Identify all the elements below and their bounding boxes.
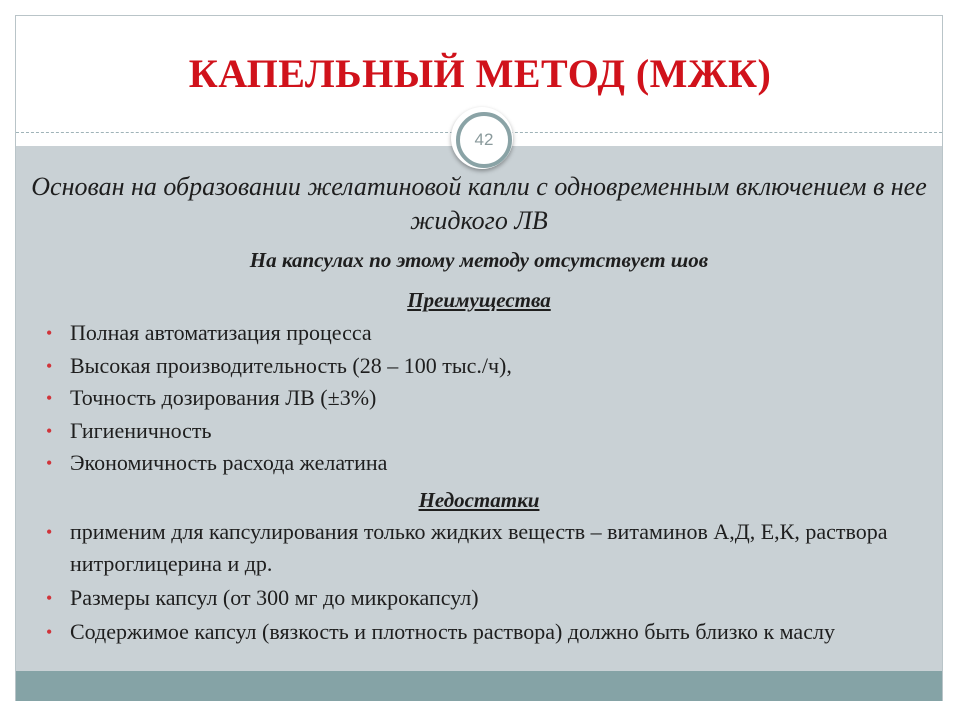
list-item-text: Гигиеничность bbox=[70, 417, 212, 443]
list-item bbox=[44, 447, 924, 480]
page-number-badge bbox=[451, 107, 513, 169]
list-item-text: Точность дозирования ЛВ (±3%) bbox=[70, 385, 377, 410]
bullet-icon: • bbox=[46, 355, 53, 376]
disadvantages-heading: Недостатки bbox=[418, 488, 540, 512]
list-item bbox=[44, 350, 924, 383]
list-item bbox=[44, 317, 924, 350]
list-item-text: Полная автоматизация процесса bbox=[70, 320, 372, 345]
intro-text: Основан на образовании желатиновой капли с одновременным включением в нее жидкого ЛВ bbox=[31, 172, 927, 235]
list-item bbox=[44, 582, 924, 614]
bullet-icon: • bbox=[46, 453, 53, 473]
list-item-text: Содержимое капсул (вязкость и плотность раствора) должно быть близко к маслу bbox=[70, 619, 835, 644]
list-item-text: применим для капсулирования только жидких веществ – витаминов А,Д, Е,К, раствора нитроглицерина и др. bbox=[70, 519, 888, 576]
bottom-band bbox=[16, 671, 942, 701]
bullet-icon: • bbox=[46, 588, 53, 608]
list-item-text: Экономичность расхода желатина bbox=[70, 450, 388, 475]
advantages-heading: Преимущества bbox=[407, 288, 551, 312]
list-item bbox=[44, 415, 924, 448]
page-number: 42 bbox=[474, 130, 494, 149]
list-item bbox=[44, 516, 924, 580]
bullet-icon: • bbox=[46, 323, 53, 343]
list-item bbox=[44, 382, 924, 415]
bullet-icon: • bbox=[46, 388, 53, 408]
disadvantages-list bbox=[44, 516, 924, 650]
advantages-list bbox=[44, 317, 924, 480]
list-item-text: Размеры капсул (от 300 мг до микрокапсул) bbox=[70, 585, 479, 610]
page-number-ring bbox=[456, 112, 512, 168]
bullet-icon: • bbox=[46, 622, 53, 642]
note-text: На капсулах по этому методу отсутствует шов bbox=[249, 248, 709, 272]
bullet-icon: • bbox=[46, 522, 53, 542]
slide-title: КАПЕЛЬНЫЙ МЕТОД (МЖК) bbox=[188, 51, 772, 96]
list-item-text: Высокая производительность (28 – 100 тыс./ч), bbox=[70, 352, 512, 378]
list-item bbox=[44, 616, 924, 648]
bullet-icon: • bbox=[46, 420, 53, 441]
